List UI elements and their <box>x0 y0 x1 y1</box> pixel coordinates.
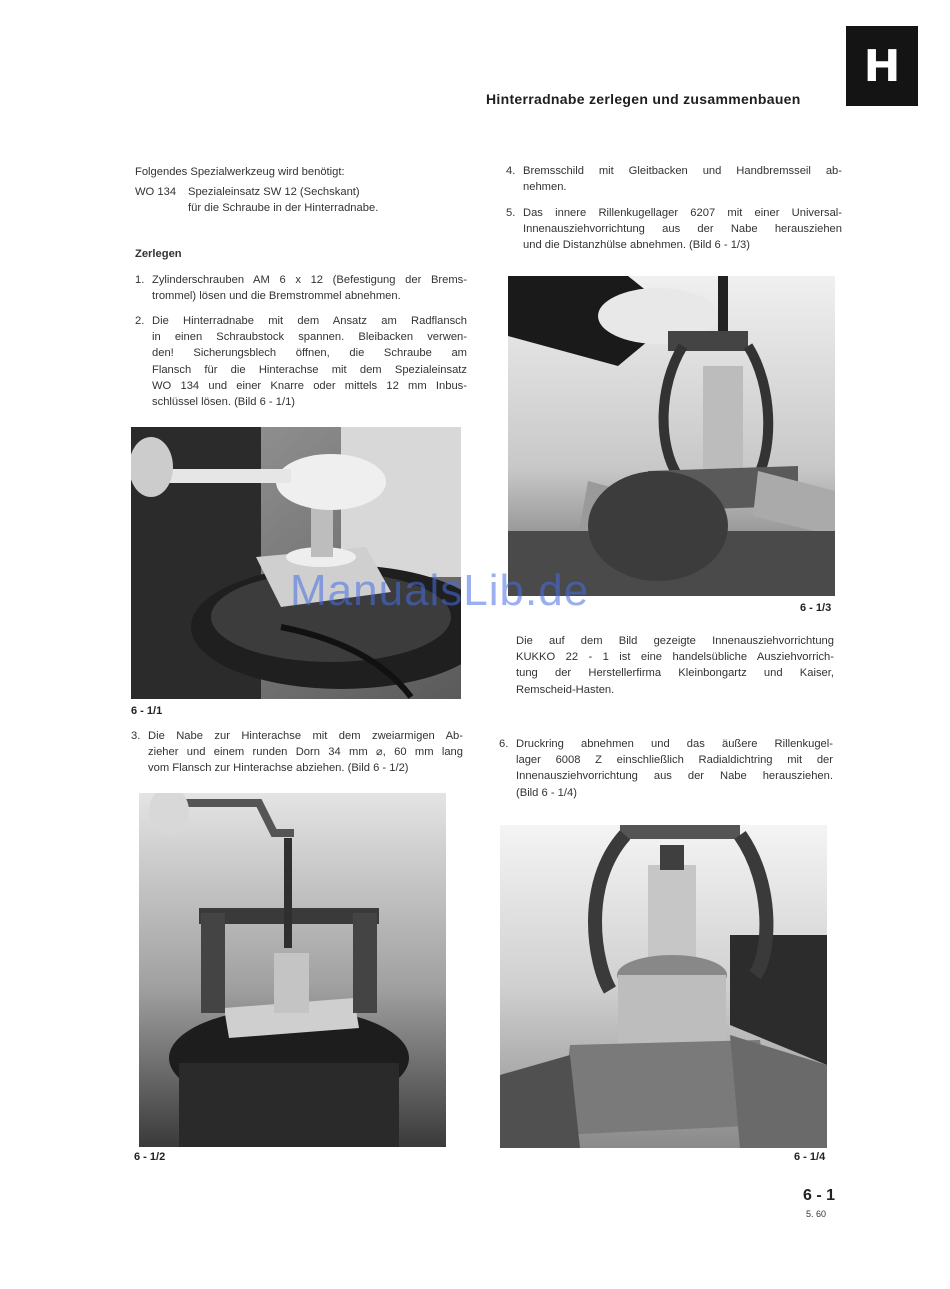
step-number: 2. <box>135 315 145 327</box>
step-line: Zylinderschrauben AM 6 x 12 (Befestigung der Brems- <box>152 274 467 286</box>
section-tab: H <box>846 26 918 106</box>
step-line: WO 134 und einer Knarre oder mittels 12 mm Inbus- <box>152 379 467 392</box>
step-line: Die Nabe zur Hinterachse mit dem zweiarmigen Ab- <box>148 730 463 742</box>
step-line: nehmen. <box>523 181 567 194</box>
step-line: und die Distanzhülse abnehmen. (Bild 6 - 1/3) <box>523 239 750 252</box>
figure-6-1-2-photo <box>139 793 446 1147</box>
step-line: Bremsschild mit Gleitbacken und Handbremsseil ab- <box>523 165 842 177</box>
tool-description-2: für die Schraube in der Hinterradnabe. <box>188 202 379 214</box>
step-line: (Bild 6 - 1/4) <box>516 786 577 799</box>
section-heading: Zerlegen <box>135 248 182 260</box>
figure-6-1-3-photo <box>508 276 835 596</box>
step-number: 5. <box>506 207 516 219</box>
step-line: zieher und einem runden Dorn 34 mm ⌀, 60 mm lang <box>148 746 463 759</box>
step-line: trommel) lösen und die Bremstrommel abnehmen. <box>152 290 401 303</box>
step-line: schlüssel lösen. (Bild 6 - 1/1) <box>152 396 296 409</box>
step-line: vom Flansch zur Hinterachse abziehen. (Bild 6 - 1/2) <box>148 762 409 775</box>
note-line: KUKKO 22 - 1 ist eine handelsübliche Ausziehvorrich- <box>516 651 834 664</box>
note-paragraph <box>516 633 834 698</box>
intro-line: Folgendes Spezialwerkzeug wird benötigt: <box>135 166 345 178</box>
note-line: Die auf dem Bild gezeigte Innenausziehvorrichtung <box>516 635 834 647</box>
figure-6-1-4-photo <box>500 825 827 1148</box>
step-line: Die Hinterradnabe mit dem Ansatz am Radflansch <box>152 315 467 327</box>
page-number: 6 - 1 <box>803 1187 836 1204</box>
watermark-text: ManualsLib.de <box>290 566 590 615</box>
step-line: in einen Schraubstock spannen. Bleibacken verwen- <box>152 331 467 344</box>
step-line: Druckring abnehmen und das äußere Rillenkugel- <box>516 738 833 750</box>
step-number: 3. <box>131 730 141 742</box>
step-line: Innenausziehvorrichtung aus der Nabe herausziehen <box>523 223 842 236</box>
note-line: tung der Herstellerfirma Kleinbongartz und Kaiser, <box>516 667 834 680</box>
step-line: Flansch für die Hinterachse mit dem Spezialeinsatz <box>152 363 467 376</box>
step-line: Das innere Rillenkugellager 6207 mit einer Universal- <box>523 207 842 219</box>
step-line: Innenausziehvorrichtung aus der Nabe herausziehen. <box>516 770 833 783</box>
step-number: 1. <box>135 274 145 286</box>
figure-caption: 6 - 1/2 <box>134 1151 166 1163</box>
page-header-title: Hinterradnabe zerlegen und zusammenbauen <box>486 91 801 107</box>
figure-caption: 6 - 1/3 <box>800 602 832 614</box>
step-line: den! Sicherungsblech öffnen, die Schraube am <box>152 347 467 360</box>
figure-caption: 6 - 1/1 <box>131 705 163 717</box>
note-line: Remscheid-Hasten. <box>516 683 615 696</box>
figure-caption: 6 - 1/4 <box>794 1151 826 1163</box>
tool-code: WO 134 <box>135 186 177 198</box>
figure-6-1-1-photo <box>131 427 461 699</box>
tool-description: Spezialeinsatz SW 12 (Sechskant) <box>188 186 360 198</box>
step-line: lager 6008 Z einschließlich Radialdichtring mit der <box>516 754 833 767</box>
step-number: 4. <box>506 165 516 177</box>
page-date: 5. 60 <box>806 1209 827 1219</box>
step-number: 6. <box>499 738 509 750</box>
